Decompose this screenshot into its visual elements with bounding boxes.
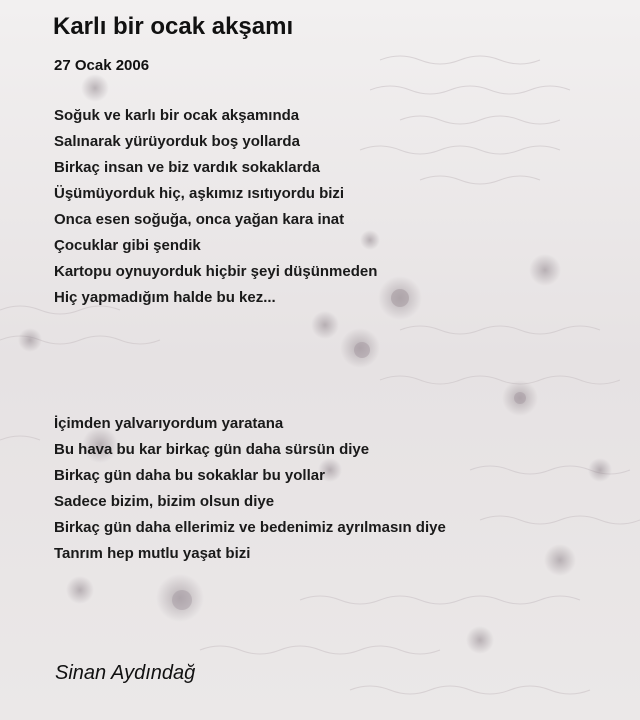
poem-line: Üşümüyorduk hiç, aşkımız ısıtıyordu bizi [54, 185, 345, 202]
poem-line: Birkaç gün daha ellerimiz ve bedenimiz ayrılmasın diye [54, 519, 446, 536]
poem-line: İçimden yalvarıyordum yaratana [54, 415, 284, 432]
poem-stanza-1 [54, 103, 377, 311]
poem-line: Çocuklar gibi şendik [54, 237, 201, 254]
poem-title: Karlı bir ocak akşamı [53, 13, 294, 40]
poem-line: Sadece bizim, bizim olsun diye [54, 493, 275, 510]
poem-line: Kartopu oynuyorduk hiçbir şeyi düşünmeden [54, 263, 378, 280]
poem-line: Salınarak yürüyorduk boş yollarda [54, 133, 300, 150]
poem-stanza-2 [54, 411, 446, 567]
poem-date: 27 Ocak 2006 [54, 57, 150, 74]
poem-line: Hiç yapmadığım halde bu kez... [54, 289, 276, 306]
poem-line: Birkaç insan ve biz vardık sokaklarda [54, 159, 320, 176]
poem-line: Tanrım hep mutlu yaşat bizi [54, 545, 251, 562]
poem-line: Bu hava bu kar birkaç gün daha sürsün diye [54, 441, 370, 458]
poem-author: Sinan Aydındağ [55, 662, 196, 684]
poem-line: Onca esen soğuğa, onca yağan kara inat [54, 211, 345, 228]
poem-line: Soğuk ve karlı bir ocak akşamında [54, 107, 300, 124]
poem-line: Birkaç gün daha bu sokaklar bu yollar [54, 467, 325, 484]
